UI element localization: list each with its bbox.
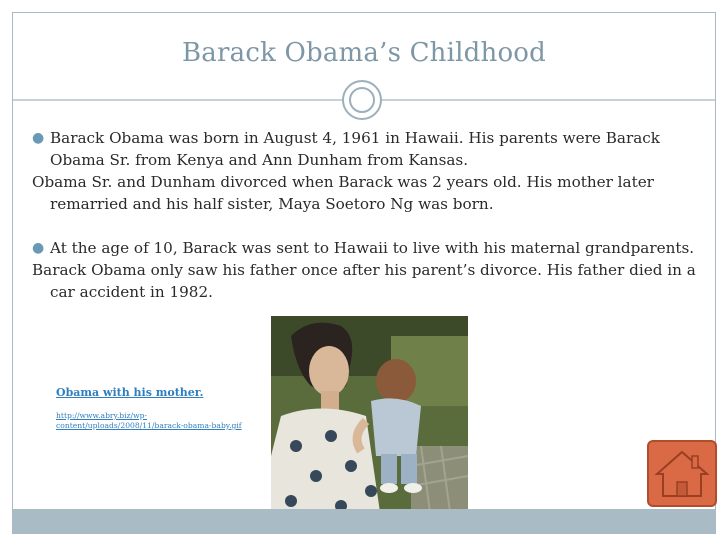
photo-obama-with-mother	[271, 316, 468, 519]
paragraph-text: At the age of 10, Barack was sent to Hawaii to live with his maternal grandparents.	[50, 239, 695, 257]
paragraph-text: Obama Sr. and Dunham divorced when Barack was 2 years old. His mother later remarried and his half sister, Maya Soetoro Ng was born.	[32, 173, 654, 213]
paragraph-4	[32, 259, 702, 303]
bottom-bar	[13, 509, 715, 533]
home-icon	[649, 442, 715, 505]
source-url-link[interactable]: http://www.abry.biz/wp-content/uploads/2008/11/barack-obama-baby.gif	[56, 411, 242, 430]
photo-caption-link[interactable]: Obama with his mother.	[56, 386, 204, 399]
bullet-icon: ●	[32, 130, 45, 146]
slide-body	[32, 127, 702, 303]
paragraph-text: Barack Obama only saw his father once after his parent’s divorce. His father died in a car accident in 1982.	[32, 261, 696, 301]
paragraph-text: Barack Obama was born in August 4, 1961 in Hawaii. His parents were Barack Obama Sr. from Kenya and Ann Dunham from Kansas.	[50, 129, 660, 169]
bullet-icon: ●	[32, 240, 45, 256]
bullet-paragraph-1	[32, 127, 702, 171]
paragraph-2	[32, 171, 702, 215]
bullet-paragraph-3	[32, 237, 702, 259]
home-button[interactable]	[647, 440, 717, 507]
ring-ornament-icon	[342, 80, 382, 120]
slide-title: Barack Obama’s Childhood	[181, 38, 546, 68]
